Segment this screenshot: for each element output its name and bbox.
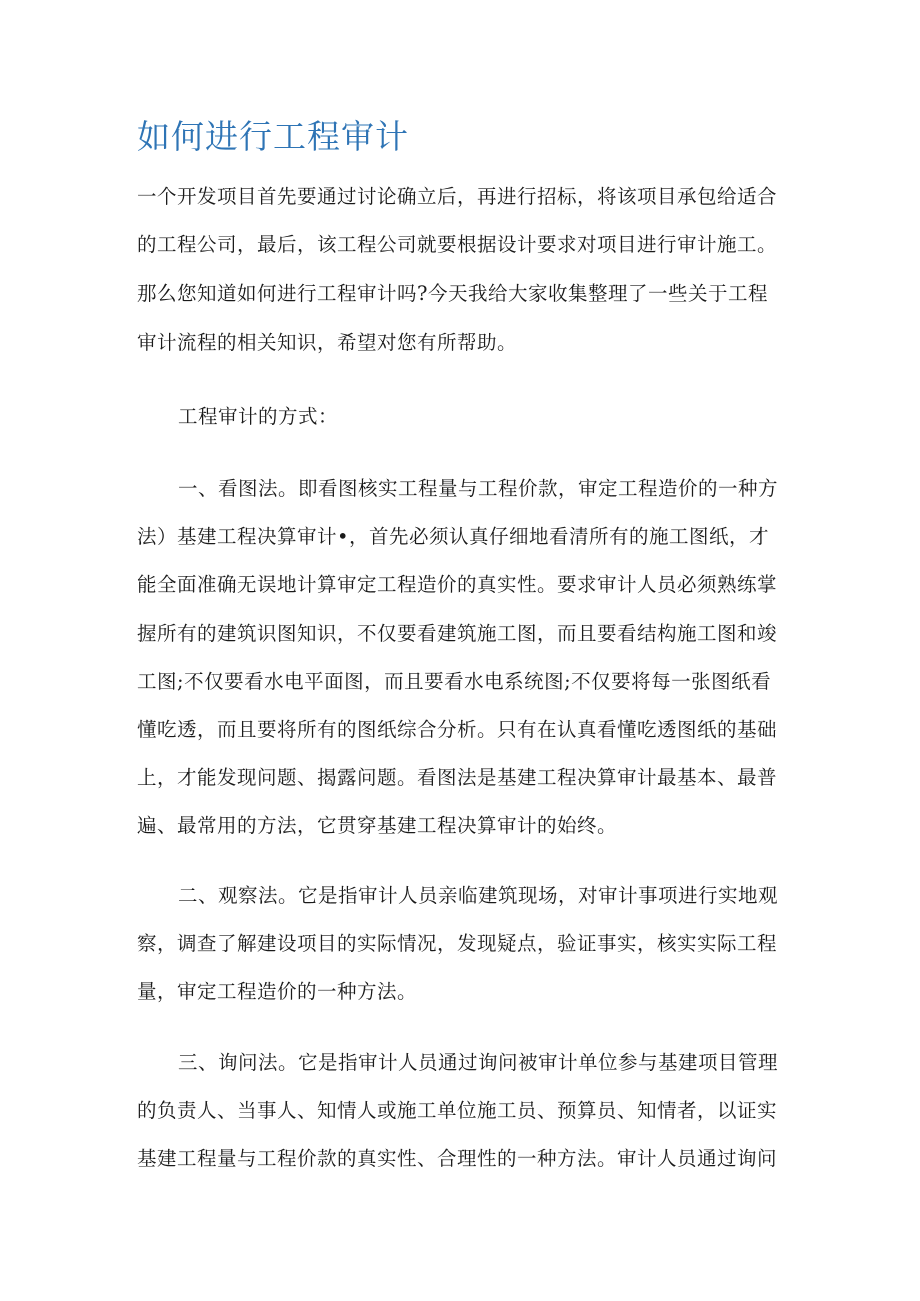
paragraph-line: 审计流程的相关知识，希望对您有所帮助。: [137, 331, 518, 354]
paragraph-line: 的工程公司，最后，该工程公司就要根据设计要求对项目进行审计施工。: [137, 233, 778, 256]
document-title: 如何进行工程审计: [137, 117, 409, 156]
paragraph-line: 基建工程量与工程价款的真实性、合理性的一种方法。审计人员通过询问: [137, 1147, 778, 1170]
paragraph-line: 察，调查了解建设项目的实际情况，发现疑点，验证事实，核实实际工程: [137, 932, 778, 955]
paragraph-line: 那么您知道如何进行工程审计吗?今天我给大家收集整理了一些关于工程: [137, 282, 768, 305]
paragraph-line: 能全面准确无误地计算审定工程造价的真实性。要求审计人员必须熟练掌: [137, 573, 778, 596]
paragraph-line: 上，才能发现问题、揭露问题。看图法是基建工程决算审计最基本、最普: [137, 766, 778, 789]
paragraph-line: 三、询问法。它是指审计人员通过询问被审计单位参与基建项目管理: [178, 1051, 779, 1074]
paragraph-line: 一、看图法。即看图核实工程量与工程价款，审定工程造价的一种方: [178, 477, 779, 500]
paragraph-line: 遍、最常用的方法，它贯穿基建工程决算审计的始终。: [137, 814, 618, 837]
paragraph-line: 的负责人、当事人、知情人或施工单位施工员、预算员、知情者，以证实: [137, 1099, 778, 1122]
paragraph-line: 二、观察法。它是指审计人员亲临建筑现场，对审计事项进行实地观: [178, 884, 779, 907]
paragraph-line: 懂吃透，而且要将所有的图纸综合分析。只有在认真看懂吃透图纸的基础: [137, 718, 778, 741]
paragraph-line: 一个开发项目首先要通过讨论确立后，再进行招标，将该项目承包给适合: [137, 185, 778, 208]
paragraph-line: 法）基建工程决算审计•，首先必须认真仔细地看清所有的施工图纸，才: [137, 525, 770, 548]
paragraph-line: 工图;不仅要看水电平面图，而且要看水电系统图;不仅要将每一张图纸看: [137, 670, 772, 693]
paragraph-line: 握所有的建筑识图知识，不仅要看建筑施工图，而且要看结构施工图和竣: [137, 622, 778, 645]
paragraph-line: 量，审定工程造价的一种方法。: [137, 980, 418, 1003]
section-heading: 工程审计的方式：: [178, 405, 339, 428]
